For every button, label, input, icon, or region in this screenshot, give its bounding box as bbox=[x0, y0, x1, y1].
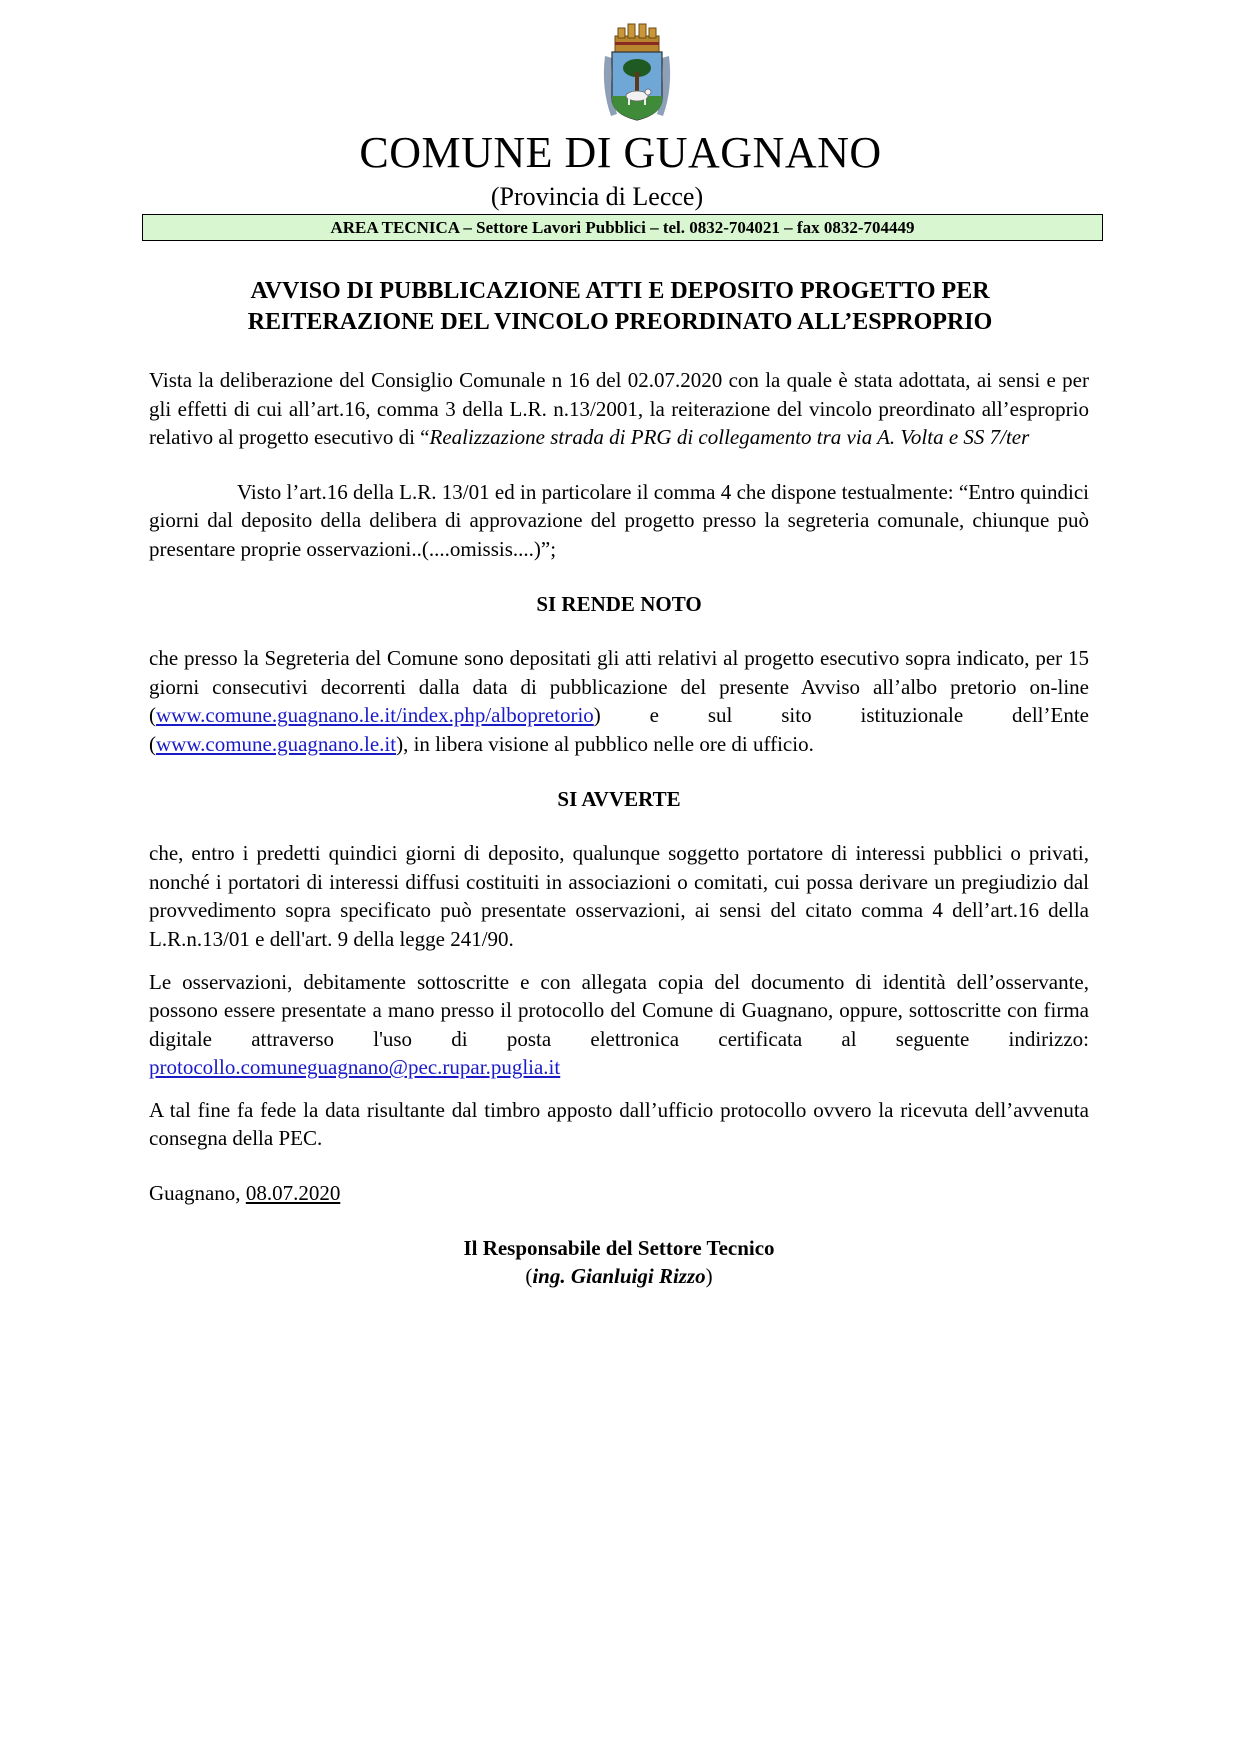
coat-of-arms-icon bbox=[601, 18, 673, 126]
paragraph-legal-reference: Visto l’art.16 della L.R. 13/01 ed in particolare il comma 4 che dispone testualmente: “Entro quindici giorni dal deposito della delibera di approvazione del progetto presso la segreteria comunale, chiunque può presentare proprie osservazioni..(....omissis....)”; bbox=[149, 479, 1089, 561]
province-name: (Provincia di Lecce) bbox=[490, 182, 704, 211]
paragraph-deposit-part-3: ), in libera visione al pubblico nelle ore di ufficio. bbox=[396, 731, 814, 756]
paragraph-observations-right: che, entro i predetti quindici giorni di deposito, qualunque soggetto portatore di interessi pubblici o privati, nonché i portatori di interessi diffusi costituiti in associazioni o comitati, cui possa derivare un pregiudizio dal provvedimento sopra specificato può presentate osservazioni, ai sensi del citato comma 4 dell’art.16 della L.R.n.13/01 e dell'art. 9 della legge 241/90. bbox=[149, 841, 1089, 951]
heading-si-rende-noto: SI RENDE NOTO bbox=[536, 591, 702, 616]
signature-close-paren: ) bbox=[705, 1264, 713, 1289]
notice-title bbox=[140, 276, 1100, 338]
paragraph-deposit-part-1: che presso la Segreteria del Comune sono depositati gli atti relativi al progetto esecutivo sopra indicato, per 15 giorni consecutivi decorrenti dalla data di pubblicazione del presente Avviso all’albo pretorio on-line ( bbox=[149, 646, 1089, 728]
signature-block bbox=[149, 1234, 1089, 1291]
municipality-name: COMUNE DI GUAGNANO bbox=[359, 128, 882, 177]
pec-email-link[interactable]: protocollo.comuneguagnano@pec.rupar.puglia.it bbox=[149, 1055, 561, 1080]
paragraph-submission-text: Le osservazioni, debitamente sottoscritte e con allegata copia del documento di identità dell’osservante, possono essere presentate a mano presso il protocollo del Comune di Guagnano, oppure, sottoscritte con firma digitale attraverso l'uso di posta elettronica certificata al seguente indirizzo: bbox=[149, 969, 1089, 1051]
date: 08.07.2020 bbox=[245, 1181, 341, 1206]
paragraph-submission bbox=[149, 968, 1089, 1082]
heading-si-avverte: SI AVVERTE bbox=[557, 786, 681, 811]
paragraph-deposit-part-2: ) e sul sito istituzionale dell’Ente ( bbox=[149, 703, 1089, 756]
signature-name: ing. Gianluigi Rizzo bbox=[532, 1264, 706, 1289]
notice-title-line-2: REITERAZIONE DEL VINCOLO PREORDINATO ALL’ESPROPRIO bbox=[247, 309, 993, 335]
department-bar: AREA TECNICA – Settore Lavori Pubblici – tel. 0832-704021 – fax 0832-704449 bbox=[142, 214, 1103, 241]
paragraph-deliberation-text: Vista la deliberazione del Consiglio Comunale n 16 del 02.07.2020 con la quale è stata adottata, ai sensi e per gli effetti di cui all’art.16, comma 3 della L.R. n.13/2001, la reiterazione del vincolo preordinato all’esproprio relativo al progetto esecutivo di “ bbox=[149, 368, 1089, 450]
paragraph-deliberation bbox=[149, 366, 1089, 452]
project-name: Realizzazione strada di PRG di collegamento tra via A. Volta e SS 7/ter bbox=[429, 425, 1030, 450]
signature-open-paren: ( bbox=[525, 1264, 533, 1289]
website-link[interactable]: www.comune.guagnano.le.it bbox=[156, 731, 397, 756]
signature-title: Il Responsabile del Settore Tecnico bbox=[463, 1235, 775, 1260]
paragraph-date-proof: A tal fine fa fede la data risultante dal timbro apposto dall’ufficio protocollo ovvero la ricevuta dell’avvenuta consegna della PEC. bbox=[149, 1097, 1089, 1151]
notice-body bbox=[149, 366, 1089, 1291]
notice-title-line-1: AVVISO DI PUBBLICAZIONE ATTI E DEPOSITO PROGETTO PER bbox=[250, 278, 990, 304]
paragraph-deposit bbox=[149, 644, 1089, 758]
albo-pretorio-link[interactable]: www.comune.guagnano.le.it/index.php/albopretorio bbox=[156, 703, 594, 728]
place: Guagnano, bbox=[149, 1181, 246, 1206]
place-date bbox=[149, 1179, 1089, 1208]
